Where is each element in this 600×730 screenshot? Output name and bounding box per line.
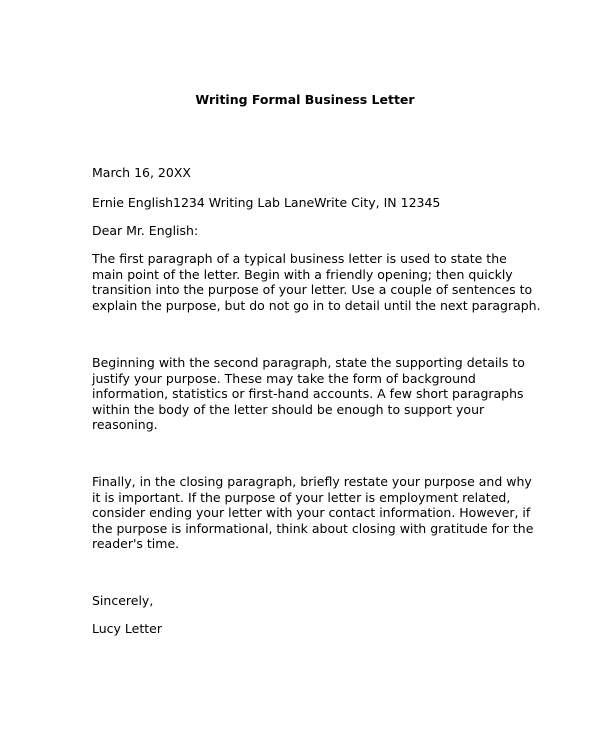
paragraph-line: The first paragraph of a typical business letter is used to state the xyxy=(92,251,507,266)
letter-date: March 16, 20XX xyxy=(92,165,191,180)
paragraph-line: reasoning. xyxy=(92,417,158,432)
letter-title: Writing Formal Business Letter xyxy=(195,92,415,107)
paragraph-line: Finally, in the closing paragraph, briefly restate your purpose and why xyxy=(92,474,532,489)
recipient-address: Ernie English1234 Writing Lab LaneWrite City, IN 12345 xyxy=(92,195,441,210)
paragraph-line: it is important. If the purpose of your letter is employment related, xyxy=(92,489,511,505)
paragraph-line: main point of the letter. Begin with a friendly opening; then quickly xyxy=(92,266,513,282)
body-paragraph-2 xyxy=(92,355,532,433)
body-paragraph-1 xyxy=(92,251,541,313)
paragraph-line: the purpose is informational, think about closing with gratitude for the xyxy=(92,520,534,536)
paragraph-line: explain the purpose, but do not go in to detail until the next paragraph. xyxy=(92,297,541,313)
complimentary-closing: Sincerely, xyxy=(92,593,154,608)
paragraph-line: Beginning with the second paragraph, state the supporting details to xyxy=(92,355,525,370)
signature-name: Lucy Letter xyxy=(92,621,162,636)
paragraph-line: reader's time. xyxy=(92,536,180,551)
paragraph-line: justify your purpose. These may take the form of background xyxy=(92,370,476,386)
paragraph-line: consider ending your letter with your contact information. However, if xyxy=(92,505,531,520)
salutation: Dear Mr. English: xyxy=(92,223,199,238)
paragraph-line: information, statistics or first-hand accounts. A few short paragraphs xyxy=(92,386,524,401)
paragraph-line: within the body of the letter should be enough to support your xyxy=(92,401,485,417)
body-paragraph-3 xyxy=(92,474,532,552)
paragraph-line: transition into the purpose of your letter. Use a couple of sentences to xyxy=(92,282,533,297)
